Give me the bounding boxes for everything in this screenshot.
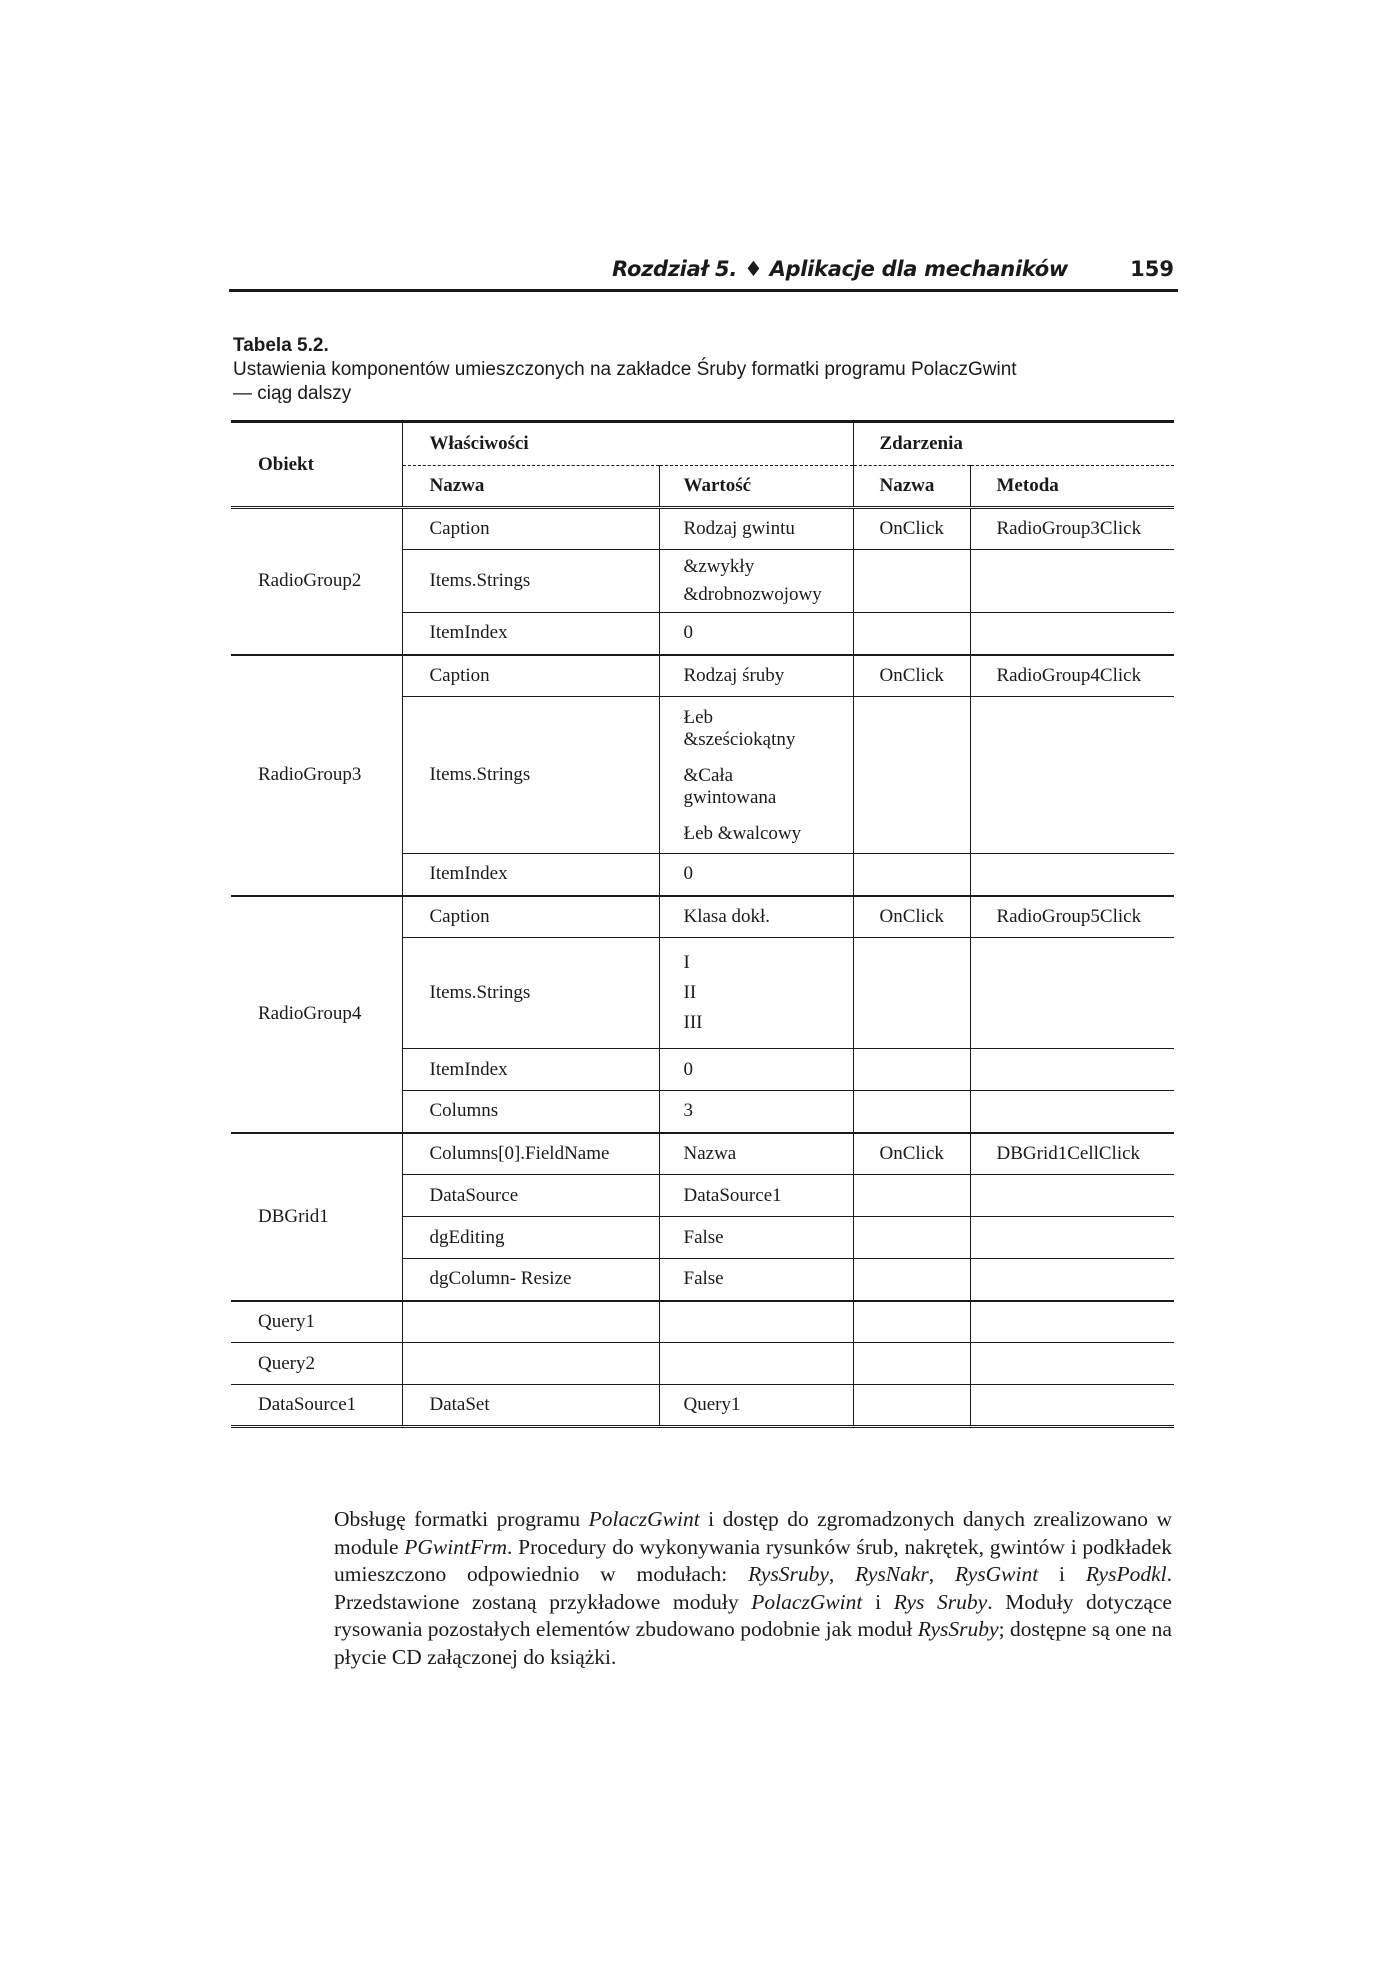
event-cell <box>853 1259 970 1301</box>
method-cell: RadioGroup3Click <box>970 508 1174 550</box>
method-cell <box>970 1091 1174 1133</box>
body-text-italic: RysNakr <box>855 1562 929 1586</box>
header-metoda: Metoda <box>970 466 1174 508</box>
value-item: I <box>683 952 690 973</box>
property-cell <box>402 1301 659 1343</box>
table-caption-line2: — ciąg dalszy <box>233 383 352 404</box>
property-cell: dgColumn- Resize <box>402 1259 659 1301</box>
body-text-italic: PGwintFrm <box>404 1534 507 1559</box>
chapter-title: Rozdział 5. ♦ Aplikacje dla mechaników <box>612 257 1068 281</box>
method-cell <box>970 1385 1174 1427</box>
method-cell: RadioGroup4Click <box>970 655 1174 697</box>
value-cell: Klasa dokł. <box>659 896 853 938</box>
table-row <box>231 508 1174 550</box>
value-cell <box>659 938 853 1049</box>
method-cell <box>970 1259 1174 1301</box>
object-cell: RadioGroup4 <box>231 896 402 1133</box>
table-row <box>231 1385 1174 1427</box>
method-cell <box>970 938 1174 1049</box>
table-row <box>231 1301 1174 1343</box>
property-cell: ItemIndex <box>402 854 659 896</box>
header-wlasciwosci: Właściwości <box>402 422 853 466</box>
value-cell: False <box>659 1259 853 1301</box>
method-cell <box>970 854 1174 896</box>
value-cell <box>659 697 853 854</box>
body-text-italic: RysGwint <box>954 1562 1039 1586</box>
property-cell: dgEditing <box>402 1217 659 1259</box>
value-item: &Cała <box>683 765 734 786</box>
value-item: Łeb <box>683 707 714 728</box>
body-text-italic: Rys Sruby <box>893 1589 988 1614</box>
value-cell: Rodzaj gwintu <box>659 508 853 550</box>
value-item: Łeb &walcowy <box>683 823 802 844</box>
event-cell <box>853 1091 970 1133</box>
page-number: 159 <box>1130 257 1174 281</box>
value-cell <box>659 1343 853 1385</box>
property-cell: Items.Strings <box>402 938 659 1049</box>
method-cell <box>970 1217 1174 1259</box>
property-cell: Caption <box>402 896 659 938</box>
value-cell: Query1 <box>659 1385 853 1427</box>
method-cell <box>970 1175 1174 1217</box>
object-cell: DataSource1 <box>231 1385 402 1427</box>
property-cell: Caption <box>402 508 659 550</box>
property-cell: DataSet <box>402 1385 659 1427</box>
header-row-1 <box>231 422 1174 466</box>
body-text: , <box>828 1562 856 1586</box>
property-cell: Columns <box>402 1091 659 1133</box>
body-text-italic: PolaczGwint <box>588 1507 700 1531</box>
value-cell: Nazwa <box>659 1133 853 1175</box>
body-text-italic: RysSruby <box>748 1562 829 1586</box>
object-cell: DBGrid1 <box>231 1133 402 1301</box>
body-text: , <box>928 1562 955 1586</box>
object-cell: RadioGroup3 <box>231 655 402 896</box>
event-cell <box>853 1385 970 1427</box>
object-cell: Query1 <box>231 1301 402 1343</box>
value-item: &zwykły <box>683 556 755 577</box>
value-item: gwintowana <box>683 787 777 808</box>
method-cell <box>970 697 1174 854</box>
value-item: III <box>683 1012 703 1033</box>
value-cell: Rodzaj śruby <box>659 655 853 697</box>
body-text-italic: RysPodkl <box>1085 1562 1167 1586</box>
event-cell <box>853 697 970 854</box>
body-text-italic: PolaczGwint <box>751 1589 863 1614</box>
table-row <box>231 896 1174 938</box>
method-cell: DBGrid1CellClick <box>970 1133 1174 1175</box>
value-cell: 3 <box>659 1091 853 1133</box>
event-cell: OnClick <box>853 655 970 697</box>
event-cell <box>853 1217 970 1259</box>
value-cell: 0 <box>659 613 853 655</box>
value-cell: 0 <box>659 1049 853 1091</box>
method-cell: RadioGroup5Click <box>970 896 1174 938</box>
value-item: &sześciokątny <box>683 729 796 750</box>
properties-table <box>231 420 1174 1428</box>
header-zdarzenia: Zdarzenia <box>853 422 1174 466</box>
value-item: II <box>683 982 697 1003</box>
body-text: Obsługę formatki programu <box>334 1507 589 1531</box>
table-row <box>231 655 1174 697</box>
event-cell <box>853 613 970 655</box>
value-item: &drobnozwojowy <box>683 584 822 605</box>
property-cell: ItemIndex <box>402 613 659 655</box>
body-text: ; dostępne są one na płycie CD załączonej do książki. <box>334 1617 1172 1669</box>
body-text: i dostęp do zgromadzonych danych zrealizowano w module <box>334 1507 1173 1559</box>
body-text: . Przedstawione zostaną przykładowe moduły <box>334 1562 1172 1614</box>
event-cell <box>853 1343 970 1385</box>
body-text: i <box>1038 1562 1086 1586</box>
table-caption-line1: Ustawienia komponentów umieszczonych na zakładce Śruby formatki programu PolaczGwint <box>233 359 1017 380</box>
table-row <box>231 1343 1174 1385</box>
body-text: . Procedury do wykonywania rysunków śrub, nakrętek, gwintów i podkładek umieszczono odpowiednio w modułach: <box>334 1534 1172 1586</box>
method-cell <box>970 550 1174 613</box>
property-cell: Caption <box>402 655 659 697</box>
header-wartosc: Wartość <box>659 466 853 508</box>
body-text: . Moduły dotyczące rysowania pozostałych elementów zbudowano podobnie jak moduł <box>334 1589 1172 1641</box>
body-text: i <box>862 1589 894 1614</box>
property-cell: Columns[0].FieldName <box>402 1133 659 1175</box>
event-cell <box>853 550 970 613</box>
value-cell: 0 <box>659 854 853 896</box>
value-cell <box>659 1301 853 1343</box>
method-cell <box>970 1301 1174 1343</box>
property-cell: Items.Strings <box>402 550 659 613</box>
method-cell <box>970 1343 1174 1385</box>
value-cell <box>659 550 853 613</box>
table-caption <box>233 334 1173 406</box>
property-cell <box>402 1343 659 1385</box>
object-cell: Query2 <box>231 1343 402 1385</box>
table-label: Tabela 5.2. <box>233 335 329 356</box>
header-nazwa-zdarzenia: Nazwa <box>853 466 970 508</box>
body-text-italic: RysSruby <box>917 1617 999 1641</box>
value-cell: False <box>659 1217 853 1259</box>
method-cell <box>970 1049 1174 1091</box>
event-cell: OnClick <box>853 896 970 938</box>
event-cell: OnClick <box>853 1133 970 1175</box>
header-obiekt: Obiekt <box>231 422 402 508</box>
property-cell: ItemIndex <box>402 1049 659 1091</box>
event-cell <box>853 854 970 896</box>
value-cell: DataSource1 <box>659 1175 853 1217</box>
event-cell <box>853 938 970 1049</box>
method-cell <box>970 613 1174 655</box>
property-cell: DataSource <box>402 1175 659 1217</box>
table-row <box>231 1133 1174 1175</box>
object-cell: RadioGroup2 <box>231 508 402 655</box>
header-nazwa: Nazwa <box>402 466 659 508</box>
event-cell <box>853 1301 970 1343</box>
body-paragraph <box>334 1506 1172 1671</box>
property-cell: Items.Strings <box>402 697 659 854</box>
event-cell: OnClick <box>853 508 970 550</box>
event-cell <box>853 1049 970 1091</box>
page-header <box>229 255 1178 292</box>
event-cell <box>853 1175 970 1217</box>
